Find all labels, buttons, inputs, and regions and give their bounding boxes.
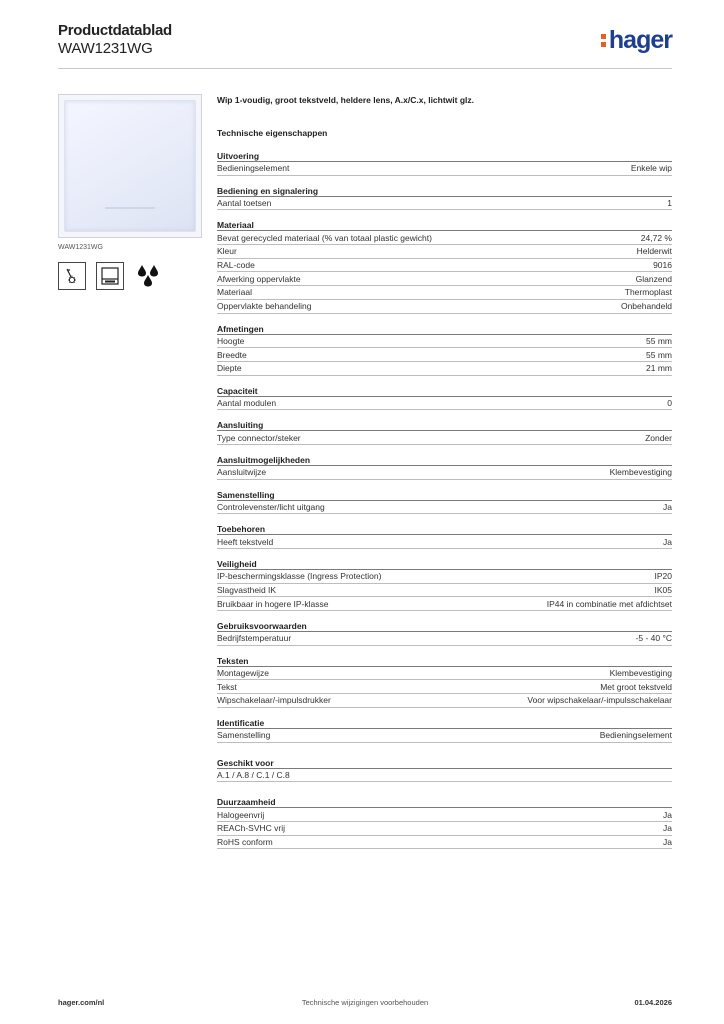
section-title: Veiligheid — [217, 558, 672, 570]
spec-label: Montagewijze — [217, 668, 269, 679]
spec-row — [217, 535, 672, 549]
spec-section — [217, 219, 672, 313]
spec-section — [217, 620, 672, 646]
section-title: Capaciteit — [217, 385, 672, 397]
spec-label: Hoogte — [217, 335, 245, 346]
spec-row — [217, 362, 672, 376]
spec-row — [217, 286, 672, 300]
spec-value: Helderwit — [636, 246, 672, 257]
spec-value: Zonder — [645, 432, 672, 443]
spec-label: Wipschakelaar/-impulsdrukker — [217, 695, 331, 706]
section-title: Materiaal — [217, 219, 672, 231]
header-divider — [58, 68, 672, 69]
spec-label: Diepte — [217, 363, 242, 374]
spec-value: Ja — [663, 809, 672, 820]
spec-label: Bruikbaar in hogere IP-klasse — [217, 598, 329, 609]
technical-properties-heading: Technische eigenschappen — [217, 128, 328, 138]
product-description: Wip 1-voudig, groot tekstveld, heldere lens, A.x/C.x, lichtwit glz. — [217, 95, 475, 105]
spec-row — [217, 397, 672, 411]
spec-value: Voor wipschakelaar/-impulsschakelaar — [527, 695, 672, 706]
specifications — [217, 95, 672, 858]
spec-label: Controlevenster/licht uitgang — [217, 501, 325, 512]
spec-value: Met groot tekstveld — [600, 681, 672, 692]
hager-logo[interactable] — [601, 26, 672, 55]
spec-value: IP20 — [654, 571, 672, 582]
section-title: Samenstelling — [217, 489, 672, 501]
document-title: Productdatablad — [58, 22, 172, 39]
logo-text: hager — [608, 26, 672, 54]
spec-label: Aansluitwijze — [217, 467, 267, 478]
product-icons — [58, 262, 162, 290]
spec-row — [217, 822, 672, 836]
spec-section — [217, 323, 672, 376]
spec-row — [217, 162, 672, 176]
spec-row — [217, 632, 672, 646]
spec-label: Slagvastheid IK — [217, 585, 277, 596]
spec-label: Bedrijfstemperatuur — [217, 633, 292, 644]
spec-label: Aantal modulen — [217, 397, 277, 408]
spec-row — [217, 300, 672, 314]
spec-label: Heeft tekstveld — [217, 536, 274, 547]
spec-row — [217, 431, 672, 445]
spec-value: Ja — [663, 823, 672, 834]
spec-section — [217, 385, 672, 411]
spec-row — [217, 667, 672, 681]
spec-row — [217, 694, 672, 708]
spec-label: Tekst — [217, 681, 237, 692]
footer-website-link[interactable]: hager.com/nl — [58, 998, 105, 1007]
section-title: Toebehoren — [217, 523, 672, 535]
footer-date: 01.04.2026 — [634, 998, 672, 1007]
sustainability-section — [217, 796, 672, 849]
spec-value: 21 mm — [646, 363, 672, 374]
spec-value: Ja — [663, 501, 672, 512]
light-switch-symbol-icon — [58, 262, 86, 290]
spec-label: REACh-SVHC vrij — [217, 823, 286, 834]
spec-row — [217, 197, 672, 211]
spec-row — [217, 272, 672, 286]
logo-dots-icon — [601, 29, 607, 49]
spec-row — [217, 501, 672, 515]
switch-text-field-line — [105, 207, 155, 209]
spec-value: Klembevestiging — [609, 668, 672, 679]
spec-section — [217, 419, 672, 445]
suitable-for-section — [217, 757, 672, 783]
section-title: Afmetingen — [217, 323, 672, 335]
spec-section — [217, 655, 672, 708]
spec-label: Afwerking oppervlakte — [217, 273, 301, 284]
spec-label: Bedieningselement — [217, 163, 290, 174]
spec-label: Samenstelling — [217, 730, 271, 741]
section-title: Aansluitmogelijkheden — [217, 454, 672, 466]
spec-row — [217, 466, 672, 480]
spec-section — [217, 523, 672, 549]
spec-row — [217, 231, 672, 245]
section-title: Teksten — [217, 655, 672, 667]
product-image — [58, 94, 202, 238]
spec-row — [217, 729, 672, 743]
spec-row — [217, 245, 672, 259]
spec-section — [217, 717, 672, 743]
spec-label: Breedte — [217, 349, 247, 360]
spec-label: Kleur — [217, 246, 237, 257]
spec-value: 1 — [667, 198, 672, 209]
spec-row — [217, 335, 672, 349]
spec-value: Glanzend — [635, 273, 672, 284]
spec-label: Type connector/steker — [217, 432, 301, 443]
spec-value: -5 - 40 °C — [635, 633, 672, 644]
product-code: WAW1231WG — [58, 40, 153, 57]
spec-section — [217, 558, 672, 611]
section-title: Bediening en signalering — [217, 185, 672, 197]
spec-value: Bedieningselement — [599, 730, 672, 741]
spec-row — [217, 584, 672, 598]
spec-value: IP44 in combinatie met afdichtset — [546, 598, 672, 609]
spec-value: Klembevestiging — [609, 467, 672, 478]
spec-value: Thermoplast — [624, 287, 672, 298]
footer-disclaimer: Technische wijzigingen voorbehouden — [301, 998, 429, 1007]
spec-label: Halogeenvrij — [217, 809, 265, 820]
spec-sections — [217, 150, 672, 743]
spec-value: Enkele wip — [630, 163, 672, 174]
spec-value: 24,72 % — [640, 232, 672, 243]
spec-section — [217, 185, 672, 211]
section-title: Identificatie — [217, 717, 672, 729]
suitable-for-value: A.1 / A.8 / C.1 / C.8 — [217, 769, 672, 783]
spec-section — [217, 454, 672, 480]
water-drops-icon — [134, 262, 162, 290]
sustainability-rows — [217, 808, 672, 849]
section-title: Aansluiting — [217, 419, 672, 431]
section-title: Gebruiksvoorwaarden — [217, 620, 672, 632]
spec-value: 0 — [667, 397, 672, 408]
spec-value: Onbehandeld — [620, 301, 672, 312]
switch-plate — [64, 100, 196, 232]
spec-label: Bevat gerecycled materiaal (% van totaal plastic gewicht) — [217, 232, 432, 243]
spec-value: 9016 — [653, 260, 672, 271]
spec-value: IK05 — [654, 585, 672, 596]
product-image-caption: WAW1231WG — [58, 244, 103, 251]
spec-label: Oppervlakte behandeling — [217, 301, 312, 312]
spec-label: IP-beschermingsklasse (Ingress Protection) — [217, 571, 382, 582]
spec-row — [217, 808, 672, 822]
spec-section — [217, 489, 672, 515]
document-header — [58, 22, 172, 57]
spec-row — [217, 348, 672, 362]
spec-label: Materiaal — [217, 287, 252, 298]
spec-value: Ja — [663, 836, 672, 847]
spec-row — [217, 597, 672, 611]
surface-mount-box-icon — [96, 262, 124, 290]
section-title: Duurzaamheid — [217, 796, 672, 808]
spec-row — [217, 570, 672, 584]
spec-label: RoHS conform — [217, 836, 273, 847]
section-title: Uitvoering — [217, 150, 672, 162]
spec-label: RAL-code — [217, 260, 255, 271]
section-title: Geschikt voor — [217, 757, 672, 769]
spec-label: Aantal toetsen — [217, 198, 272, 209]
spec-section — [217, 150, 672, 176]
spec-value: 55 mm — [646, 335, 672, 346]
spec-row — [217, 680, 672, 694]
spec-row — [217, 836, 672, 850]
spec-value: 55 mm — [646, 349, 672, 360]
spec-row — [217, 259, 672, 273]
spec-value: Ja — [663, 536, 672, 547]
